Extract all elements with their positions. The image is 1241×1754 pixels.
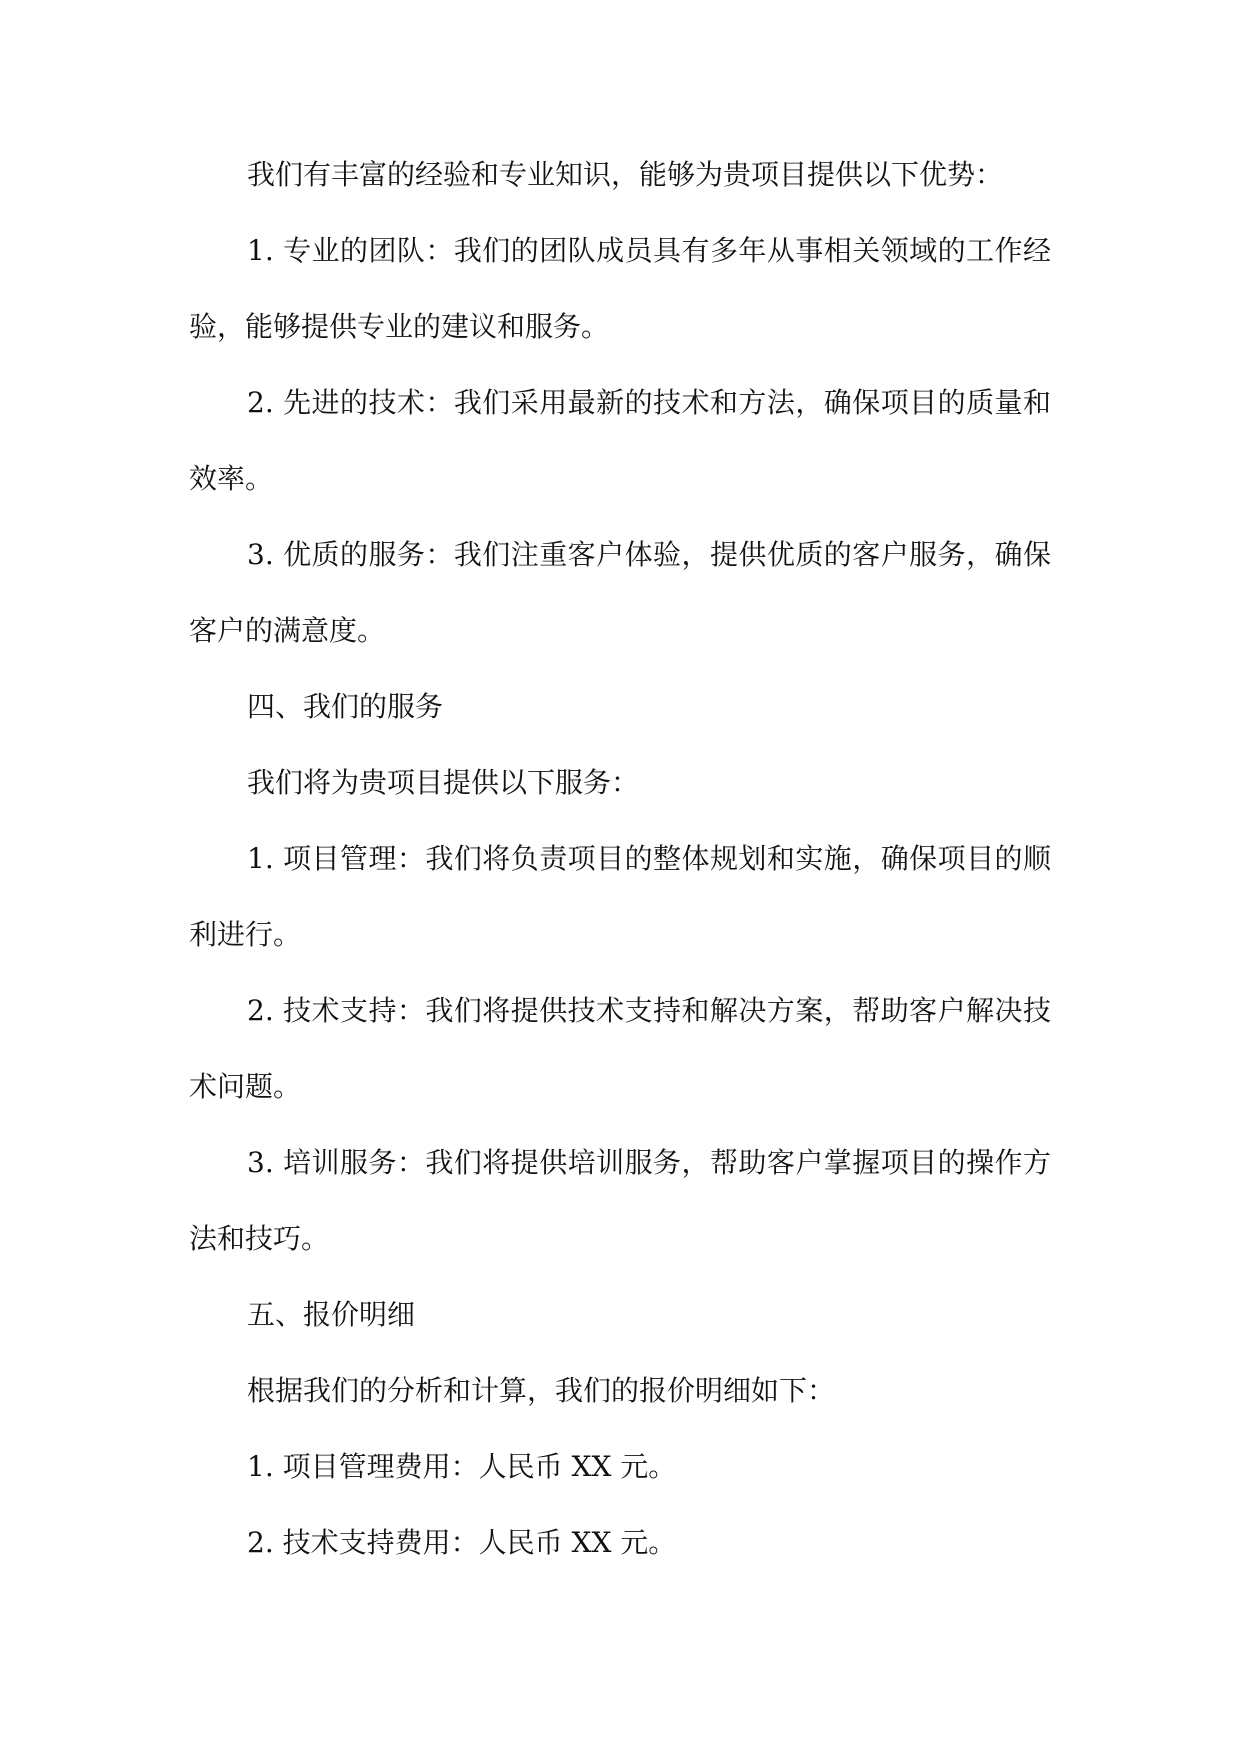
section-heading-services: 四、我们的服务 [247,690,444,723]
top-margin [189,0,1051,137]
paragraph-service-project-management: 1. 项目管理：我们将负责项目的整体规划和实施，确保项目的顺利进行。 [189,842,1051,951]
paragraph-advantages-intro: 我们有丰富的经验和专业知识，能够为贵项目提供以下优势： [247,158,1004,191]
paragraph-quotation-intro: 根据我们的分析和计算，我们的报价明细如下： [247,1374,836,1407]
paragraph-service-technical-support: 2. 技术支持：我们将提供技术支持和解决方案，帮助客户解决技术问题。 [189,994,1051,1103]
paragraph-service-training: 3. 培训服务：我们将提供培训服务，帮助客户掌握项目的操作方法和技巧。 [189,1146,1051,1255]
paragraph-advantage-team: 1. 专业的团队：我们的团队成员具有多年从事相关领域的工作经验，能够提供专业的建议和服务。 [189,234,1051,343]
paragraph-quote-technical-support: 2. 技术支持费用：人民币 XX 元。 [247,1526,677,1559]
paragraph-services-intro: 我们将为贵项目提供以下服务： [247,766,640,799]
paragraph-quote-project-management: 1. 项目管理费用：人民币 XX 元。 [247,1450,677,1483]
paragraph-advantage-service: 3. 优质的服务：我们注重客户体验，提供优质的客户服务，确保客户的满意度。 [189,538,1051,647]
paragraph-advantage-technology: 2. 先进的技术：我们采用最新的技术和方法，确保项目的质量和效率。 [189,386,1051,495]
document-page [189,0,1051,1754]
section-heading-quotation: 五、报价明细 [247,1298,416,1331]
